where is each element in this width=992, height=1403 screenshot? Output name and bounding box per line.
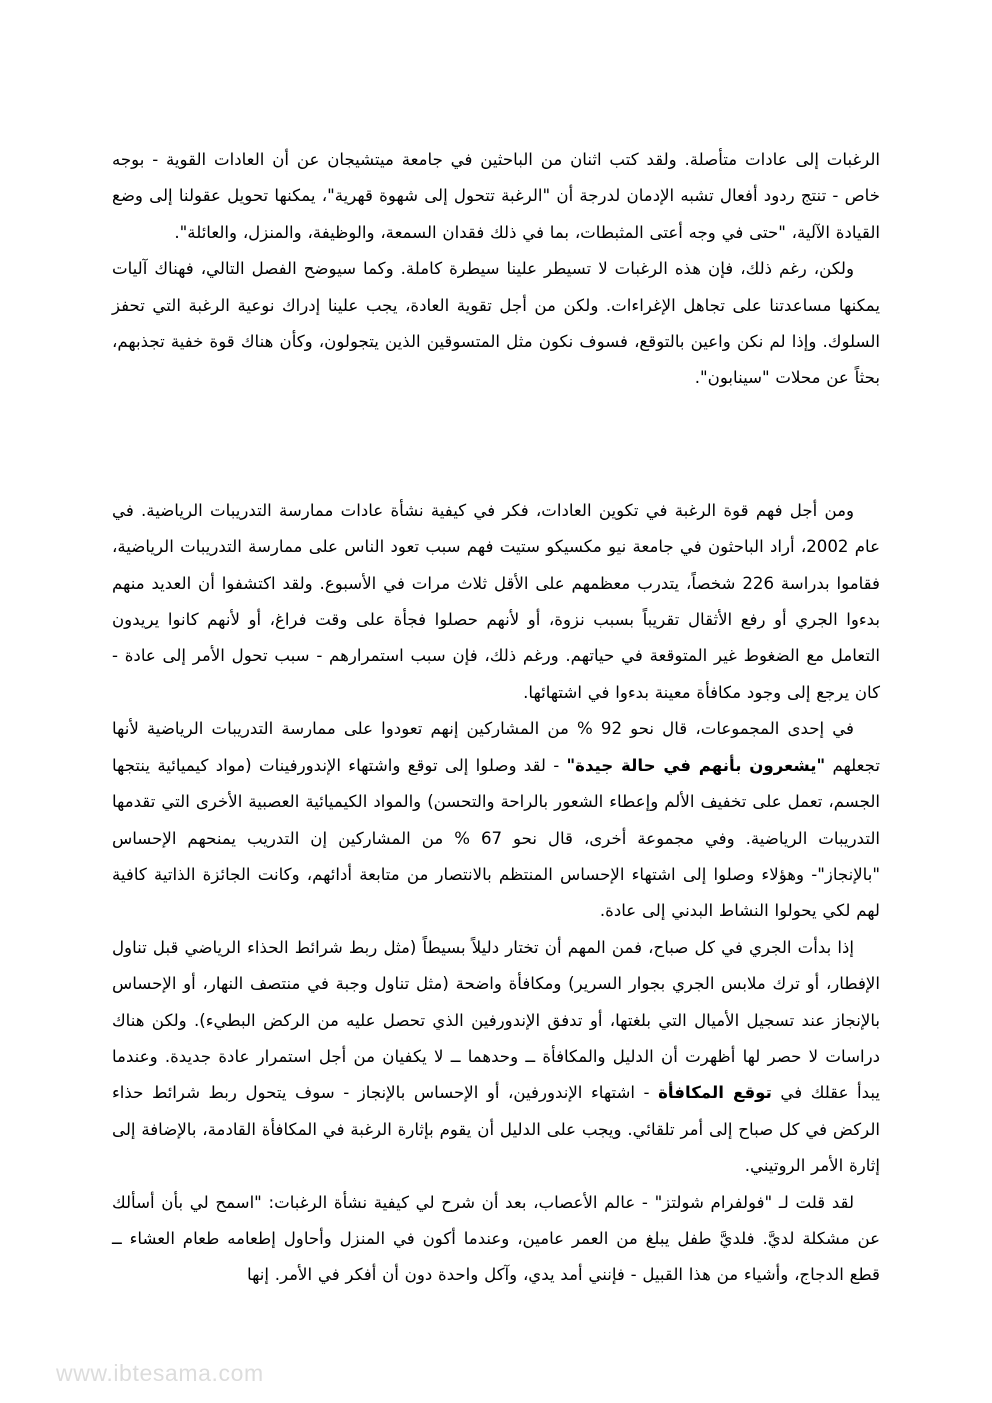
paragraph-4-emphasis-feel-good: "يشعرون بأنهم في حالة جيدة" [566, 755, 826, 775]
paragraph-4 [112, 711, 880, 929]
paragraph-block-two [112, 493, 880, 1294]
paragraph-block-one [112, 142, 880, 397]
paragraph-3-segment-1: ومن أجل فهم قوة الرغبة في تكوين العادات، فكر في كيفية نشأة عادات ممارسة التدريبات الرياضية. في عام 2002، أراد الباحثون في جامعة نيو مكسيكو ستيت فهم سبب تعود الناس على ممارسة التدريبات الرياضية، فقاموا بدراسة 226 شخصاً، يتدرب معظمهم على الأقل ثلاث مرات في الأسبوع. ولقد اكتشفوا أن العديد منهم بدءوا الجري أو رفع الأثقال تقريباً بسبب نزوة، أو لأنهم حصلوا فجأة على وقت فراغ، أو لأنهم كانوا يريدون التعامل مع الضغوط غير المتوقعة في حياتهم. ورغم ذلك، فإن سبب استمرارهم - سبب تحول الأمر إلى عادة - كان يرجع إلى وجود مكافأة معينة بدءوا في اشتهائها. [112, 500, 880, 702]
paragraph-5 [112, 930, 880, 1185]
paragraph-1: الرغبات إلى عادات متأصلة. ولقد كتب اثنان من الباحثين في جامعة ميتشيجان عن أن العادات القوية - بوجه خاص - تنتج ردود أفعال تشبه الإدمان لدرجة أن "الرغبة تتحول إلى شهوة قهرية"، يمكنها تحويل عقولنا إلى وضع القيادة الآلية، "حتى في وجه أعتى المثبطات، بما في ذلك فقدان السمعة، والوظيفة، والمنزل، والعائلة". [112, 150, 880, 242]
paragraph-3 [112, 493, 880, 711]
paragraph-4-segment-1: في إحدى المجموعات، قال نحو 92 % من المشاركين إنهم تعودوا على ممارسة التدريبات الرياضية لأنها تجعلهم [112, 719, 881, 775]
paragraph-5-segment-3: - اشتهاء الإندورفين، أو الإحساس بالإنجاز - سوف يتحول ربط شرائط حذاء الركض في كل صباح إلى أمر تلقائي. ويجب على الدليل أن يقوم بإثارة الرغبة في المكافأة القادمة، بالإضافة إلى إثارة الأمر الروتيني. [112, 1083, 880, 1176]
paragraph-6-segment-1: لقد قلت لـ "فولفرام شولتز" - عالم الأعصاب، بعد أن شرح لي كيفية نشأة الرغبات: "اسمح لي بأن أسألك عن مشكلة لديَّ. فلديَّ طفل يبلغ من العمر عامين، وعندما أكون في المنزل وأحاول إطعامه طعام العشاء ــ قطع الدجاج، وأشياء من هذا القبيل - فإنني أمد يدي، وآكل واحدة دون أن أفكر في الأمر. إنها [112, 1192, 880, 1285]
paragraph-6 [112, 1185, 880, 1294]
paragraph-5-segment-1: إذا بدأت الجري في كل صباح، فمن المهم أن تختار دليلاً بسيطاً (مثل ربط شرائط الحذاء الرياضي قبل تناول الإفطار، أو ترك ملابس الجري بجوار السرير) ومكافأة واضحة (مثل تناول وجبة في منتصف النهار، أو الإحساس بالإنجاز عند تسجيل الأميال التي بلغتها، أو تدفق الإندورفين الذي تحصل عليه من الركض البطيء). ولكن هناك دراسات لا حصر لها أظهرت أن الدليل والمكافأة ــ وحدهما ــ لا يكفيان من أجل استمرار عادة جديدة. وعندما يبدأ عقلك في [112, 937, 880, 1103]
paragraph-5-emphasis-expect-reward: توقع المكافأة [658, 1083, 772, 1103]
paragraph-2: ولكن، رغم ذلك، فإن هذه الرغبات لا تسيطر علينا سيطرة كاملة. وكما سيوضح الفصل التالي، فهناك آليات يمكنها مساعدتنا على تجاهل الإغراءات. ولكن من أجل تقوية العادة، يجب علينا إدراك نوعية الرغبة التي تحفز السلوك. وإذا لم نكن واعين بالتوقع، فسوف نكون مثل المتسوقين الذين يتجولون، وكأن هناك قوة خفية تجذبهم، بحثاً عن محلات "سينابون". [112, 259, 880, 388]
paragraph-4-segment-3: - لقد وصلوا إلى توقع واشتهاء الإندورفينات (مواد كيميائية ينتجها الجسم، تعمل على تخفيف الألم وإعطاء الشعور بالراحة والتحسن) والمواد الكيميائية العصبية الأخرى التي تقدمها التدريبات الرياضية. وفي مجموعة أخرى، قال نحو 67 % من المشاركين إن التدريب يمنحهم الإحساس "بالإنجاز"- وهؤلاء وصلوا إلى اشتهاء الإحساس المنتظم بالانتصار من متابعة أدائهم، وكانت الجائزة الذاتية كافية لهم لكي يحولوا النشاط البدني إلى عادة. [112, 755, 881, 921]
paragraph-block-separator [112, 397, 880, 493]
page-text-column [112, 142, 880, 1294]
site-watermark: www.ibtesama.com [56, 1360, 264, 1386]
